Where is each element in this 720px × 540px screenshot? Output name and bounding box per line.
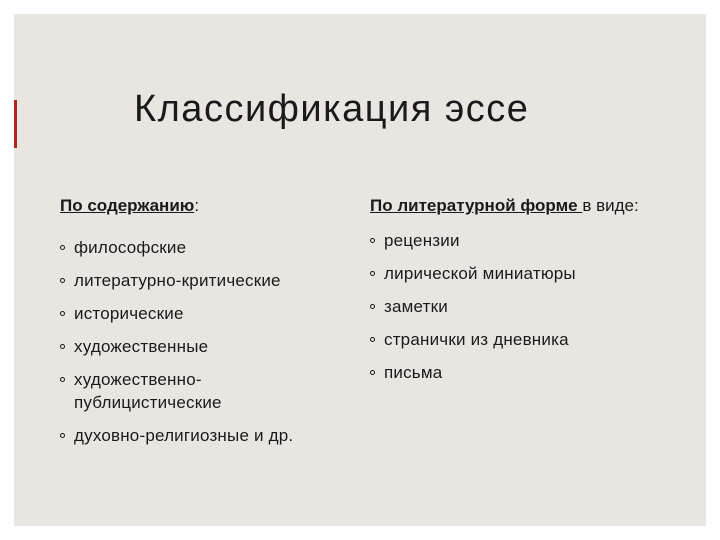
slide-title: Классификация эссе <box>134 88 530 130</box>
accent-bar <box>14 100 17 148</box>
left-column-heading-tail: : <box>194 196 200 215</box>
right-column-heading <box>370 194 690 217</box>
bullet-icon <box>370 337 375 342</box>
list-item-label: лирической миниатюры <box>384 264 576 283</box>
right-column-heading-underlined: По литературной форме <box>370 196 583 215</box>
list-item-label: исторические <box>74 304 184 323</box>
left-column-list <box>60 236 360 447</box>
slide <box>14 14 706 526</box>
list-item-label: письма <box>384 363 443 382</box>
bullet-icon <box>60 245 65 250</box>
list-item <box>370 328 690 351</box>
list-item-label: рецензии <box>384 231 460 250</box>
list-item-label: странички из дневника <box>384 330 569 349</box>
list-item <box>60 236 360 259</box>
list-item-label: заметки <box>384 297 448 316</box>
list-item <box>60 424 360 447</box>
left-column-heading <box>60 194 360 217</box>
list-item <box>60 269 360 292</box>
bullet-icon <box>370 271 375 276</box>
list-item-label: духовно-религиозные и др. <box>74 426 294 445</box>
list-item <box>60 368 274 414</box>
left-column-heading-underlined: По содержанию <box>60 196 195 215</box>
bullet-icon <box>60 344 65 349</box>
list-item-label: философские <box>74 238 187 257</box>
list-item <box>60 335 360 358</box>
bullet-icon <box>370 370 375 375</box>
list-item <box>370 262 690 285</box>
list-item-label: художественно-публицистические <box>74 370 222 412</box>
list-item <box>370 295 690 318</box>
left-column <box>60 194 360 457</box>
bullet-icon <box>60 377 65 382</box>
right-column-heading-tail: в виде: <box>582 196 639 215</box>
right-column <box>370 194 690 394</box>
list-item-label: художественные <box>74 337 209 356</box>
bullet-icon <box>370 304 375 309</box>
list-item <box>370 361 690 384</box>
bullet-icon <box>60 433 65 438</box>
list-item <box>60 302 360 325</box>
bullet-icon <box>370 238 375 243</box>
bullet-icon <box>60 311 65 316</box>
right-column-list <box>370 229 690 384</box>
bullet-icon <box>60 278 65 283</box>
list-item <box>370 229 690 252</box>
list-item-label: литературно-критические <box>74 271 281 290</box>
